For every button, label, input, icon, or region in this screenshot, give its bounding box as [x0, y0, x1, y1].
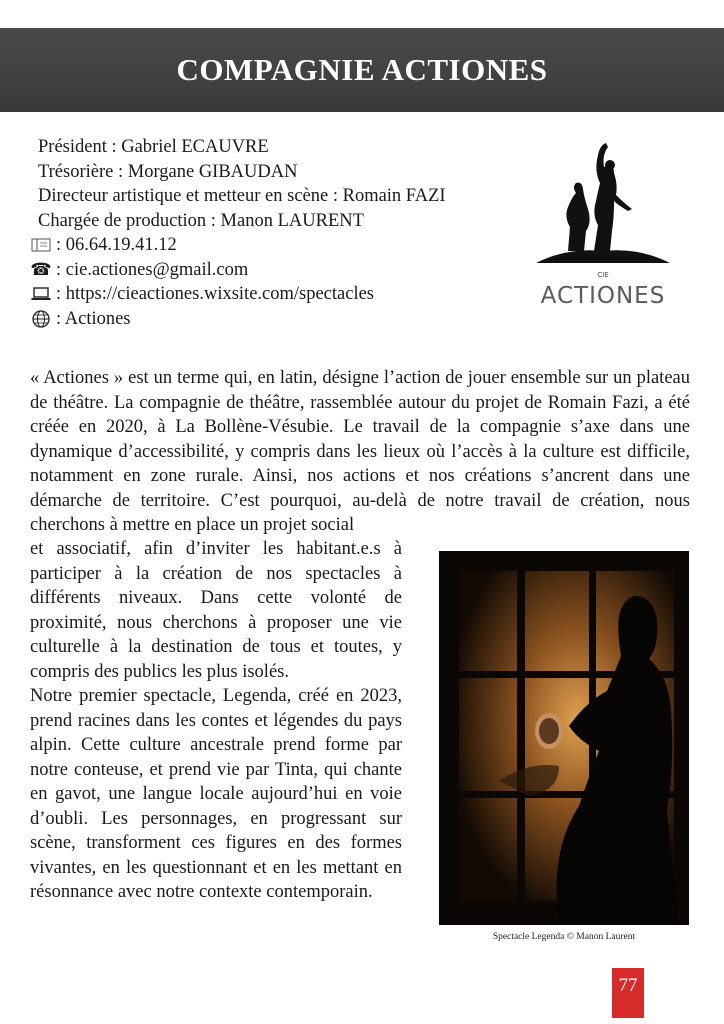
phone-number[interactable]: : 06.64.19.41.12 [56, 235, 177, 255]
page-title: COMPAGNIE ACTIONES [176, 52, 548, 87]
logo-small-text: CIE [597, 271, 609, 279]
email-address[interactable]: : cie.actiones@gmail.com [56, 259, 249, 280]
production-manager-line: Chargée de production : Manon LAURENT [38, 210, 364, 231]
social-contact [30, 307, 446, 332]
globe-icon [30, 310, 52, 328]
photo-caption: Spectacle Legenda © Manon Laurent [492, 932, 636, 942]
social-name[interactable]: : Actiones [56, 308, 131, 329]
phone-contact [30, 233, 446, 258]
email-contact [30, 258, 446, 283]
telephone-icon: ☎ [30, 260, 52, 280]
intro-paragraph: « Actiones » est un terme qui, en latin, désigne l’action de jouer ensemble sur un plateau de théâtre. La compagnie de théâtre, rassemblée autour du projet de Romain Fazi, a été créée en 2020, à La Bollène-Vésubie. Le travail de la compagnie s’axe dans une dynamique d’accessibilité, y compris dans les lieux où l’accès à la culture est difficile, notamment en zone rurale. Ainsi, nos actions et nos créations s’ancrent dans une démarche de territoire. C’est pourquoi, au-delà de notre travail de création, nous cherchons à mettre en place un projet social [30, 368, 690, 535]
show-photo [439, 551, 689, 925]
treasurer-line: Trésorière : Morgane GIBAUDAN [38, 161, 298, 182]
website-url[interactable]: : https://cieactiones.wixsite.com/spectacles [56, 284, 375, 304]
artistic-director-line: Directeur artistique et metteur en scène : Romain FAZI [38, 186, 446, 206]
president-line: Président : Gabriel ECAUVRE [38, 137, 269, 157]
social-project-paragraph: et associatif, afin d’inviter les habitant.e.s à participer à la création de nos spectacles à différents niveaux. Dans cette volonté de proximité, nous cherchons à proposer une vie culturelle à la destination de tous et toutes, y compris des publics les plus isolés. [30, 539, 402, 682]
laptop-icon [30, 285, 52, 303]
website-contact [30, 282, 446, 307]
phone-book-icon [30, 236, 52, 254]
logo-name: ACTIONES [540, 283, 666, 309]
company-info [30, 135, 446, 331]
page-number: 77 [612, 968, 644, 1018]
legenda-paragraph: Notre premier spectacle, Legenda, créé en 2023, prend racines dans les contes et légendes du pays alpin. Cette culture ancestrale prend forme par notre conteuse, et prend vie par Tinta, qui chante en gavot, une langue locale aujourd’hui en voie d’oubli. Les personnages, en progressant sur scène, transforment ces figures en des formes vivantes, en les questionnant et en les mettant en résonnance avec notre contexte contemporain. [30, 686, 402, 902]
page-header [0, 28, 724, 112]
company-logo [528, 135, 678, 310]
